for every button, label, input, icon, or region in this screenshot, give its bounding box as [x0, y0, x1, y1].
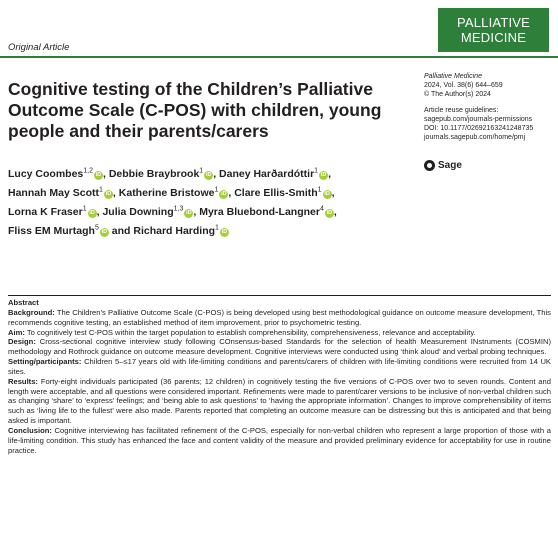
author-separator: ,: [213, 167, 220, 180]
abstract-section-text: Children 5–≤17 years old with life-limiting conditions and parents/carers of children with life-limiting conditions were recruited from 14 UK sites.: [8, 357, 551, 376]
author: [102, 206, 199, 218]
abstract-section-text: The Children’s Palliative Outcome Scale (C-POS) is being developed using best methodological guidance on outcome measure development, This recommends cognitive testing, an established method of item improvement, prior to psychometric testing.: [8, 307, 551, 327]
abstract-section-text: Cognitive interviewing has facilitated refinement of the C-POS, especially for non-verbal children who represent a large proportion of those with a life-limiting condition. This study has enhanced the face and content validity of the measure and provided preliminary evidence for acceptability for use in routine practice.: [8, 425, 551, 455]
logo-line-2: MEDICINE: [460, 30, 527, 45]
author-name[interactable]: Daney Harðardóttir: [219, 167, 315, 180]
author: [234, 187, 334, 199]
publisher-logo: [424, 160, 462, 171]
author-separator: ,: [333, 205, 337, 218]
author-name[interactable]: Clare Ellis-Smith: [234, 186, 318, 199]
abstract-section-label: Background:: [8, 307, 55, 317]
author: [8, 206, 102, 218]
abstract-section: [8, 377, 551, 426]
author-affiliation: 1: [215, 224, 219, 231]
author: [199, 206, 337, 218]
author-affiliation: 1: [199, 167, 204, 174]
abstract-section: [8, 308, 551, 328]
orcid-icon[interactable]: iD: [221, 228, 228, 235]
sage-icon: [424, 160, 435, 171]
author: [119, 187, 234, 199]
abstract: [8, 293, 551, 456]
orcid-icon[interactable]: iD: [320, 171, 327, 178]
abstract-section: [8, 426, 551, 456]
orcid-icon[interactable]: iD: [221, 190, 227, 197]
abstract-section-label: Results:: [8, 376, 38, 386]
author-affiliation: 1,2: [83, 167, 93, 174]
orcid-icon[interactable]: iD: [326, 209, 333, 216]
abstract-section-text: Cross-sectional cognitive interview study following COnsensus-based Standards for the selection of health Measurement INstruments (COSMIN) methodology and Rothrock guidance on outcome measure development. Cognitive interviews were conducted using ‘think aloud’ and verbal probing techniques.: [8, 337, 551, 357]
logo-line-1: PALLIATIVE: [456, 15, 531, 30]
author-list: [8, 163, 418, 239]
journal-logo: [438, 8, 549, 52]
abstract-heading: Abstract: [8, 298, 39, 307]
journal-name: Palliative Medicine: [424, 73, 482, 80]
article-type: Original Article: [8, 42, 70, 53]
author-separator: ,: [112, 186, 119, 199]
author: [8, 225, 133, 237]
author-separator: ,: [328, 167, 331, 180]
abstract-rule: [8, 295, 551, 296]
author-separator: and: [108, 224, 134, 237]
author-affiliation: 1: [214, 186, 219, 193]
orcid-icon[interactable]: iD: [89, 209, 95, 216]
journal-info: [424, 72, 558, 142]
orcid-icon[interactable]: iD: [95, 171, 102, 178]
author-separator: ,: [228, 186, 235, 199]
author: [109, 168, 219, 180]
author-affiliation: 1,3: [173, 205, 184, 212]
orcid-icon[interactable]: iD: [101, 228, 108, 235]
author-affiliation: 1: [82, 205, 87, 212]
orcid-icon[interactable]: iD: [105, 190, 112, 197]
reuse-guidelines-link[interactable]: sagepub.com/journals-permissions: [424, 115, 533, 123]
author-name[interactable]: Richard Harding: [133, 224, 216, 237]
author-name[interactable]: Myra Bluebond-Langner: [199, 205, 320, 218]
author-separator: ,: [96, 205, 103, 218]
author: [8, 187, 119, 199]
abstract-section-label: Design:: [8, 337, 36, 347]
author-name[interactable]: Hannah May Scott: [8, 186, 100, 199]
abstract-section: [8, 357, 551, 377]
reuse-guidelines-label: Article reuse guidelines:: [424, 106, 499, 114]
author: [133, 225, 229, 237]
author-affiliation: 5: [94, 224, 99, 231]
article-title: Cognitive testing of the Children’s Palliative Outcome Scale (C-POS) with children, young people and their parents/carers: [8, 79, 382, 141]
author-affiliation: 1: [317, 186, 322, 193]
abstract-section-text: To cognitively test C-POS within the target population to establish comprehensibility, comprehensiveness, relevance and acceptability.: [26, 327, 476, 337]
abstract-section: [8, 328, 551, 338]
author-affiliation: 1: [99, 186, 103, 193]
author-separator: ,: [193, 205, 200, 218]
orcid-icon[interactable]: iD: [186, 209, 192, 216]
author-name[interactable]: Lorna K Fraser: [8, 205, 83, 218]
author-separator: ,: [331, 186, 335, 199]
abstract-section: [8, 337, 551, 357]
author-name[interactable]: Lucy Coombes: [8, 167, 84, 180]
journal-copyright: © The Author(s) 2024: [424, 91, 491, 99]
author-name[interactable]: Katherine Bristowe: [118, 186, 215, 199]
author-separator: ,: [103, 167, 109, 180]
author-name[interactable]: Debbie Braybrook: [108, 167, 200, 180]
author-name[interactable]: Fliss EM Murtagh: [8, 224, 95, 237]
orcid-icon[interactable]: iD: [324, 190, 330, 197]
doi[interactable]: DOI: 10.1177/02692163241248735: [424, 125, 534, 133]
journal-url[interactable]: journals.sagepub.com/home/pmj: [424, 134, 526, 142]
orcid-icon[interactable]: iD: [205, 171, 212, 178]
abstract-section-label: Aim:: [8, 327, 25, 337]
author: [8, 168, 109, 180]
header-rule: [0, 56, 558, 58]
author-affiliation: 4: [319, 205, 324, 212]
publisher-name: Sage: [438, 160, 462, 171]
abstract-section-label: Conclusion:: [8, 425, 52, 435]
author: [219, 168, 331, 180]
author-name[interactable]: Julia Downing: [102, 205, 174, 218]
abstract-section-text: Forty-eight individuals participated (36 parents; 12 children) in cognitively testing the five versions of C-POS over two to seven rounds. Content and length were acceptable, and all questions were considered important. Refinements were made to parent/carer versions to be inclusive of non-verbal children such as changing ‘share’ to ‘express’ feelings; and ‘being able to ask questions’ to ‘having the appropriate information’. Changes to improve comprehensibility of items such as ‘living life to the fullest’ were also made. Parents reported that completing an outcome measure can be distressing but this is anticipated and that being asked is important.: [8, 376, 551, 426]
author-affiliation: 1: [314, 167, 319, 174]
abstract-section-label: Setting/participants:: [8, 357, 82, 367]
journal-volume: 2024, Vol. 38(6) 644–659: [424, 82, 503, 90]
